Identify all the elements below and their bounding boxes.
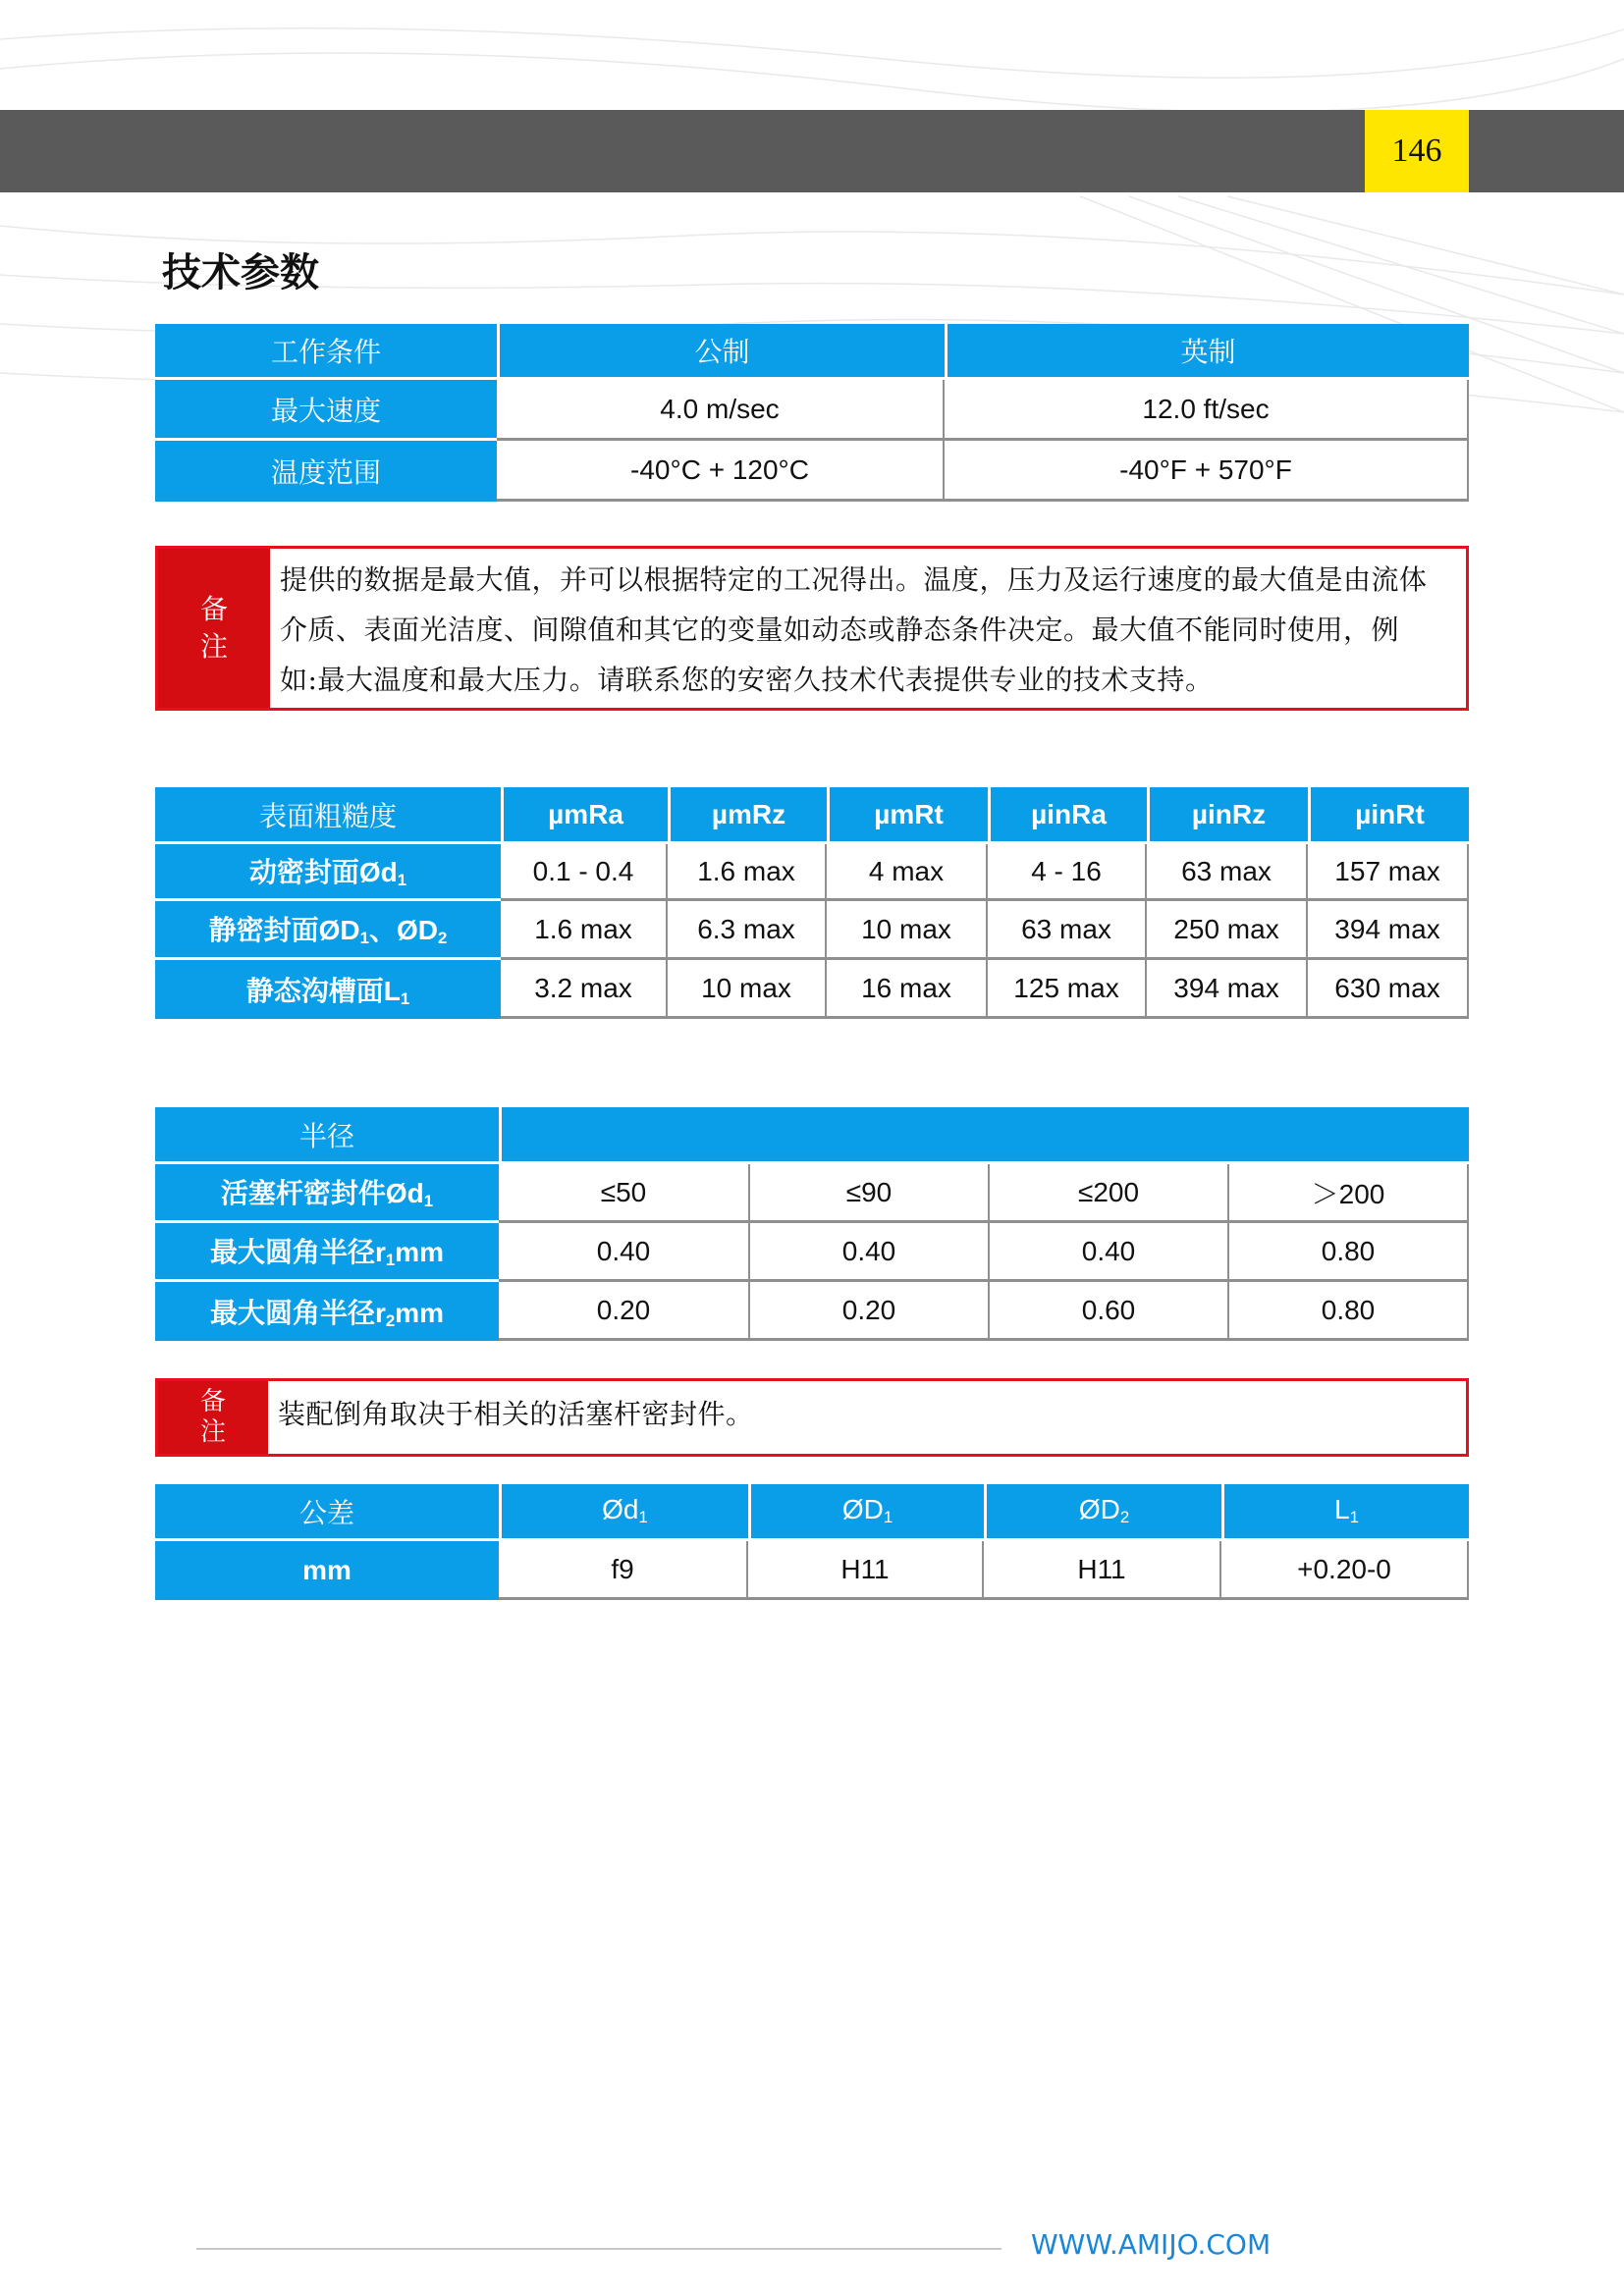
row-label-text: 动密封面Ød [248, 857, 398, 888]
value-cell: 3.2 max [501, 960, 668, 1019]
metric-value: 4.0 m/sec [497, 380, 945, 441]
header-cell: µinRz [1147, 787, 1308, 844]
value-cell: 0.60 [990, 1282, 1229, 1341]
note-box [155, 546, 1469, 711]
header-cell: 表面粗糙度 [155, 787, 501, 844]
note-text: 装配倒角取决于相关的活塞杆密封件。 [278, 1398, 754, 1430]
header-cell: µmRt [827, 787, 988, 844]
note-tag [158, 549, 270, 708]
table-header-row [155, 1484, 1469, 1541]
value-cell: 630 max [1308, 960, 1469, 1019]
value-cell: 10 max [827, 901, 988, 960]
value-cell: 0.40 [750, 1223, 990, 1282]
value-cell: f9 [499, 1541, 748, 1600]
row-label-text: 最大圆角半径r [209, 1297, 386, 1328]
header-sub: 1 [638, 1508, 648, 1527]
note-tag-char: 备 [199, 593, 228, 626]
row-label-sub: 1 [359, 929, 369, 948]
table-row [155, 1282, 1469, 1341]
table-row [155, 1223, 1469, 1282]
row-label: 最大速度 [155, 380, 497, 441]
row-label-suffix: mm [395, 1297, 445, 1328]
metric-value: -40°C + 120°C [497, 441, 945, 502]
header-cell: 半径 [155, 1107, 499, 1164]
note-text [280, 555, 1458, 705]
tolerance-table [155, 1484, 1469, 1600]
value-cell: 125 max [988, 960, 1147, 1019]
value-cell: 0.1 - 0.4 [501, 844, 668, 901]
row-label-text: 最大圆角半径r [209, 1237, 386, 1268]
header-text: Ød [602, 1494, 639, 1525]
row-label-sub: 1 [423, 1192, 434, 1211]
row-label-text: 活塞杆密封件Ød [220, 1178, 424, 1209]
table-row [155, 844, 1469, 901]
value-cell: 0.20 [750, 1282, 990, 1341]
header-text: ØD [841, 1494, 884, 1525]
page-number: 146 [1365, 110, 1469, 192]
header-cell [499, 1484, 748, 1541]
header-cell [1221, 1484, 1469, 1541]
header-cell: µmRz [668, 787, 827, 844]
row-label-sub: 1 [400, 989, 410, 1009]
row-label [155, 1164, 499, 1223]
footer-website[interactable]: WWW.AMIJO.COM [1031, 2228, 1272, 2261]
row-label-text: 静密封面ØD [208, 915, 360, 946]
row-label: mm [155, 1541, 499, 1600]
note-line: 如:最大温度和最大压力。请联系您的安密久技术代表提供专业的技术支持。 [280, 664, 1214, 696]
value-cell: 4 max [827, 844, 988, 901]
imperial-value: 12.0 ft/sec [945, 380, 1469, 441]
value-cell: 0.40 [499, 1223, 750, 1282]
value-cell: 250 max [1147, 901, 1308, 960]
header-cell: 公差 [155, 1484, 499, 1541]
row-label-sub: 2 [385, 1311, 396, 1331]
table-header-row [155, 324, 1469, 380]
header-text: ØD [1078, 1494, 1120, 1525]
row-label: 温度范围 [155, 441, 497, 502]
note-box [155, 1378, 1469, 1457]
header-text: L [1334, 1494, 1350, 1525]
header-cell: 公制 [497, 324, 945, 380]
value-cell: 157 max [1308, 844, 1469, 901]
section-title: 技术参数 [162, 250, 319, 295]
value-cell: 63 max [1147, 844, 1308, 901]
header-cell: 工作条件 [155, 324, 497, 380]
row-label-sub: 1 [397, 871, 407, 890]
value-cell: 0.20 [499, 1282, 750, 1341]
note-tag-char: 备 [199, 1386, 226, 1416]
note-tag [158, 1381, 268, 1454]
value-cell: 16 max [827, 960, 988, 1019]
header-cell: µmRa [501, 787, 668, 844]
value-cell: H11 [748, 1541, 984, 1600]
value-cell: 10 max [668, 960, 827, 1019]
row-label [155, 901, 501, 960]
header-cell: 英制 [945, 324, 1469, 380]
header-cell [748, 1484, 984, 1541]
radius-table [155, 1107, 1469, 1341]
table-row [155, 1541, 1469, 1600]
note-line: 介质、表面光洁度、间隙值和其它的变量如动态或静态条件决定。最大值不能同时使用，例 [280, 614, 1400, 646]
row-label [155, 960, 501, 1019]
value-cell: 0.80 [1229, 1223, 1469, 1282]
value-cell: 0.80 [1229, 1282, 1469, 1341]
table-row [155, 1164, 1469, 1223]
value-cell: 63 max [988, 901, 1147, 960]
value-cell: 1.6 max [501, 901, 668, 960]
table-row [155, 901, 1469, 960]
row-label-text: 静态沟槽面L [245, 975, 401, 1006]
header-sub: 1 [883, 1508, 893, 1527]
value-cell: 394 max [1147, 960, 1308, 1019]
table-row [155, 960, 1469, 1019]
note-tag-char: 注 [199, 630, 228, 663]
value-cell: +0.20-0 [1221, 1541, 1469, 1600]
imperial-value: -40°F + 570°F [945, 441, 1469, 502]
value-cell: ≤50 [499, 1164, 750, 1223]
header-cell [984, 1484, 1221, 1541]
row-label [155, 844, 501, 901]
value-cell: H11 [984, 1541, 1221, 1600]
header-cell: µinRt [1308, 787, 1469, 844]
note-tag-char: 注 [199, 1417, 226, 1447]
value-cell: 4 - 16 [988, 844, 1147, 901]
table-header-row [155, 787, 1469, 844]
conditions-table [155, 324, 1469, 502]
value-cell: 1.6 max [668, 844, 827, 901]
value-cell: 0.40 [990, 1223, 1229, 1282]
value-cell: ＞200 [1229, 1164, 1469, 1223]
row-label [155, 1223, 499, 1282]
value-cell: ≤200 [990, 1164, 1229, 1223]
footer-divider [196, 2248, 1001, 2250]
value-cell: 6.3 max [668, 901, 827, 960]
row-label-suffix: mm [395, 1237, 445, 1268]
value-cell: 394 max [1308, 901, 1469, 960]
roughness-table [155, 787, 1469, 1019]
header-cell-blank [499, 1107, 1469, 1164]
row-label-sub: 1 [385, 1251, 396, 1270]
table-header-row [155, 1107, 1469, 1164]
value-cell: ≤90 [750, 1164, 990, 1223]
note-line: 提供的数据是最大值，并可以根据特定的工况得出。温度，压力及运行速度的最大值是由流体 [280, 563, 1428, 596]
table-row [155, 441, 1469, 502]
header-cell: µinRa [988, 787, 1147, 844]
header-sub: 1 [1349, 1508, 1359, 1527]
row-label [155, 1282, 499, 1341]
header-sub: 2 [1119, 1508, 1130, 1527]
row-label-sub: 2 [438, 929, 448, 948]
table-row [155, 380, 1469, 441]
row-label-text: 、ØD [369, 915, 439, 946]
